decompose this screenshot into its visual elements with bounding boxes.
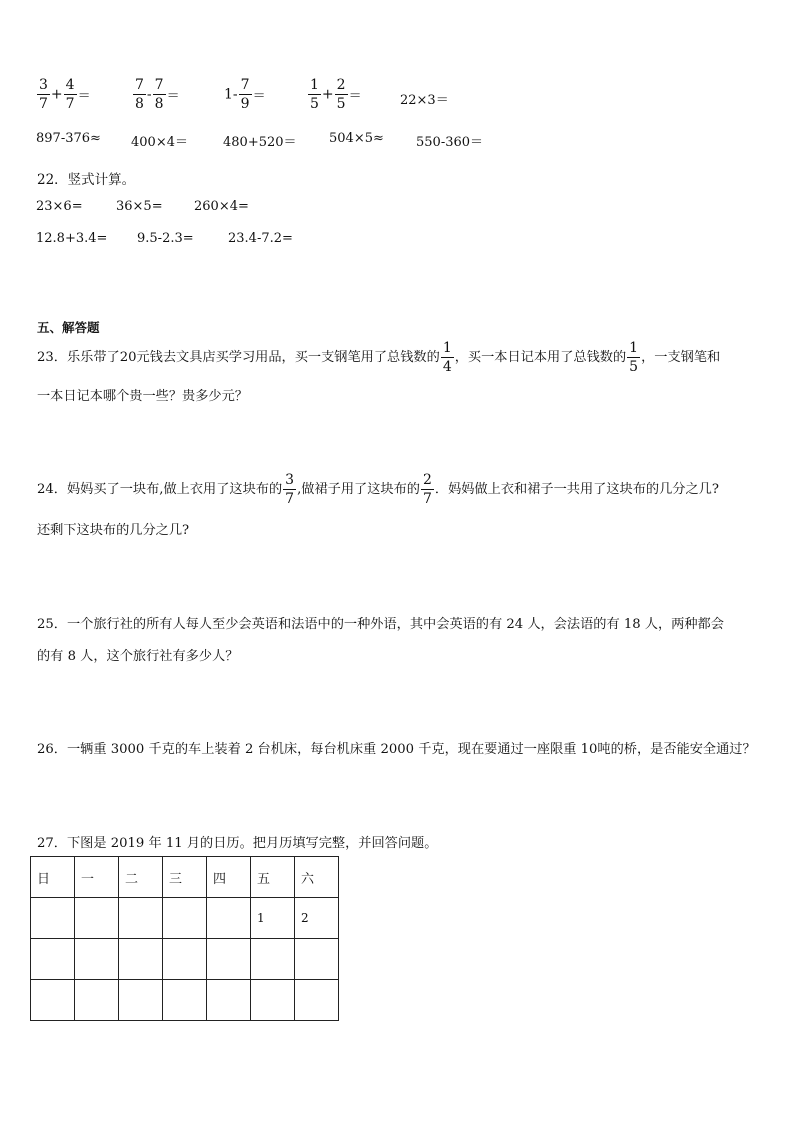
fraction: $\frac{3}{7}$ [285,472,295,507]
calendar-day-cell [75,898,119,939]
q22-expr-4: 12.8+3.4= [36,231,108,246]
fraction: $\frac{1}{5}$ [629,340,639,375]
q27-title: 27．下图是 2019 年 11 月的日历。把月历填写完整，并回答问题。 [37,836,438,851]
fraction: $\frac{1}{5}$ [310,77,319,112]
expr-row2-1: 897-376≈ [36,131,101,146]
expr-22x3: 22×3＝ [400,93,449,108]
q24-line1: 24．妈妈买了一块布,做上衣用了这块布的 $\frac{3}{7}$ ,做裙子用了这块布的 $\frac{2}{7}$ ．妈妈做上衣和裙子一共用了这块布的几分之几? [37,472,719,507]
calendar-day-cell [295,939,339,980]
q24-line2: 还剩下这块布的几分之几? [37,523,190,538]
calendar-day-cell [75,939,119,980]
expr-1-minus-7-9: 1- $\frac{7}{9}$ ＝ [224,77,266,112]
expr-7-8-minus-7-8: $\frac{7}{8}$ - $\frac{7}{8}$ ＝ [135,77,180,112]
calendar-day-cell [119,980,163,1021]
calendar-day-cell [119,939,163,980]
calendar-day-cell [207,939,251,980]
q22-expr-6: 23.4-7.2= [228,231,293,246]
expr-1-5-plus-2-5: $\frac{1}{5}$ + $\frac{2}{5}$ ＝ [310,77,362,112]
q22-expr-2: 36×5= [116,199,163,214]
calendar-day-cell [251,980,295,1021]
calendar-header-cell: 日 [31,857,75,898]
fraction: $\frac{4}{7}$ [65,77,75,112]
calendar-day-cell [31,939,75,980]
calendar-header-row [31,857,339,898]
q22-expr-1: 23×6= [36,199,83,214]
q26-text: 26．一辆重 3000 千克的车上装着 2 台机床，每台机床重 2000 千克，现在要通过一座限重 10吨的桥，是否能安全通过？ [37,742,756,757]
calendar-week-row [31,980,339,1021]
q22-expr-5: 9.5-2.3= [137,231,194,246]
calendar-table [30,856,339,1021]
calendar-header-cell: 三 [163,857,207,898]
calendar-day-cell [31,898,75,939]
calendar-header-cell: 六 [295,857,339,898]
expr-3-7-plus-4-7: $\frac{3}{7}$ + $\frac{4}{7}$ ＝ [39,77,91,112]
calendar-day-cell [163,898,207,939]
calendar-day-cell [207,980,251,1021]
calendar-day-cell [31,980,75,1021]
calendar-day-cell [251,939,295,980]
expr-row2-5: 550-360＝ [416,135,484,150]
calendar-header-cell: 五 [251,857,295,898]
fraction: $\frac{7}{8}$ [135,77,144,112]
calendar-week-row [31,939,339,980]
q25-line2: 的有 8 人，这个旅行社有多少人？ [37,649,239,664]
calendar-day-cell: 1 [251,898,295,939]
calendar-header-cell: 四 [207,857,251,898]
section-title: 五、解答题 [37,320,100,335]
calendar-day-cell [119,898,163,939]
fraction: $\frac{3}{7}$ [39,77,48,112]
calendar-week-row [31,898,339,939]
calendar-header-cell: 一 [75,857,119,898]
q23-line1: 23．乐乐带了20元钱去文具店买学习用品，买一支钢笔用了总钱数的 $\frac{1}{4}$ ，买一本日记本用了总钱数的 $\frac{1}{5}$ ，一支钢笔和 [37,340,721,375]
q23-line2: 一本日记本哪个贵一些？贵多少元？ [37,389,248,404]
calendar-day-cell [163,980,207,1021]
fraction: $\frac{2}{7}$ [422,472,432,507]
fraction: $\frac{7}{8}$ [154,77,164,112]
fraction: $\frac{2}{5}$ [336,77,346,112]
calendar-day-cell [163,939,207,980]
q22-title: 22．竖式计算。 [37,172,136,188]
calendar-day-cell [207,898,251,939]
calendar-header-cell: 二 [119,857,163,898]
fraction: $\frac{7}{9}$ [240,77,250,112]
expr-row2-2: 400×4＝ [131,135,188,150]
calendar-day-cell: 2 [295,898,339,939]
calendar-day-cell [295,980,339,1021]
fraction: $\frac{1}{4}$ [442,340,452,375]
expr-row2-3: 480+520＝ [223,135,297,150]
q25-line1: 25．一个旅行社的所有人每人至少会英语和法语中的一种外语，其中会英语的有 24 人，会法语的有 18 人，两种都会 [37,617,724,632]
expr-row2-4: 504×5≈ [329,131,384,146]
calendar-day-cell [75,980,119,1021]
q22-expr-3: 260×4= [194,199,249,214]
